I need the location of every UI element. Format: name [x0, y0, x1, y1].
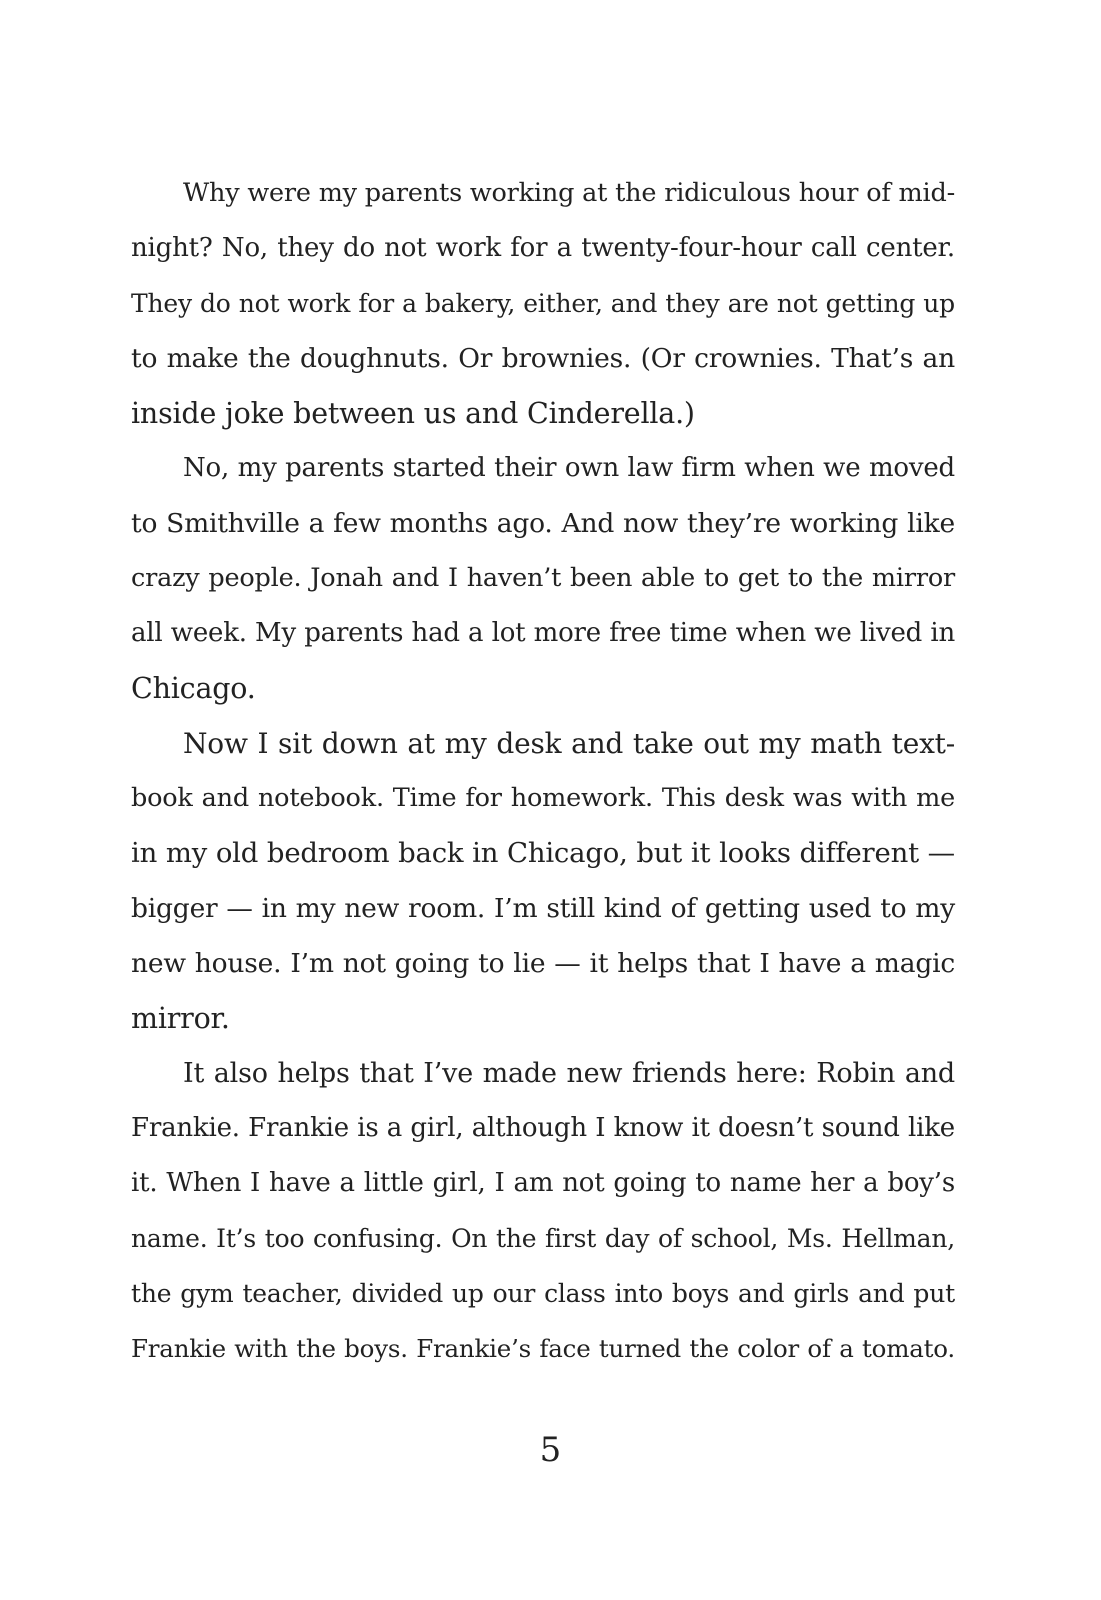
text-line: They do not work for a bakery, either, and they are not getting up [131, 289, 955, 318]
text-line: new house. I’m not going to lie — it helps that I have a magic [131, 948, 955, 979]
text-line: inside joke between us and Cinderella.) [131, 397, 695, 430]
text-line: to make the doughnuts. Or brownies. (Or crownies. That’s an [131, 343, 955, 374]
page-number: 5 [539, 1430, 562, 1470]
text-line: Frankie with the boys. Frankie’s face turned the color of a tomato. [131, 1334, 955, 1363]
text-line: all week. My parents had a lot more free time when we lived in [131, 618, 955, 648]
text-line: name. It’s too confusing. On the first day of school, Ms. Hellman, [131, 1224, 955, 1253]
text-line: in my old bedroom back in Chicago, but it looks different — [131, 837, 955, 869]
text-line: the gym teacher, divided up our class into boys and girls and put [131, 1279, 955, 1308]
text-line: No, my parents started their own law firm when we moved [183, 453, 955, 483]
text-line: to Smithville a few months ago. And now they’re working like [131, 508, 955, 539]
text-line: it. When I have a little girl, I am not going to name her a boy’s [131, 1168, 955, 1198]
text-line: crazy people. Jonah and I haven’t been able to get to the mirror [131, 563, 955, 593]
text-line: It also helps that I’ve made new friends here: Robin and [183, 1058, 955, 1089]
text-line: mirror. [131, 1002, 230, 1035]
text-line: Now I sit down at my desk and take out my math text- [183, 727, 955, 760]
text-line: bigger — in my new room. I’m still kind of getting used to my [131, 893, 955, 924]
text-line: book and notebook. Time for homework. This desk was with me [131, 783, 955, 813]
text-line: night? No, they do not work for a twenty-four-hour call center. [131, 233, 955, 263]
body-text [131, 166, 955, 1376]
text-line: Frankie. Frankie is a girl, although I know it doesn’t sound like [131, 1113, 955, 1143]
text-line: Chicago. [131, 672, 256, 705]
text-line: Why were my parents working at the ridiculous hour of mid- [183, 178, 955, 208]
